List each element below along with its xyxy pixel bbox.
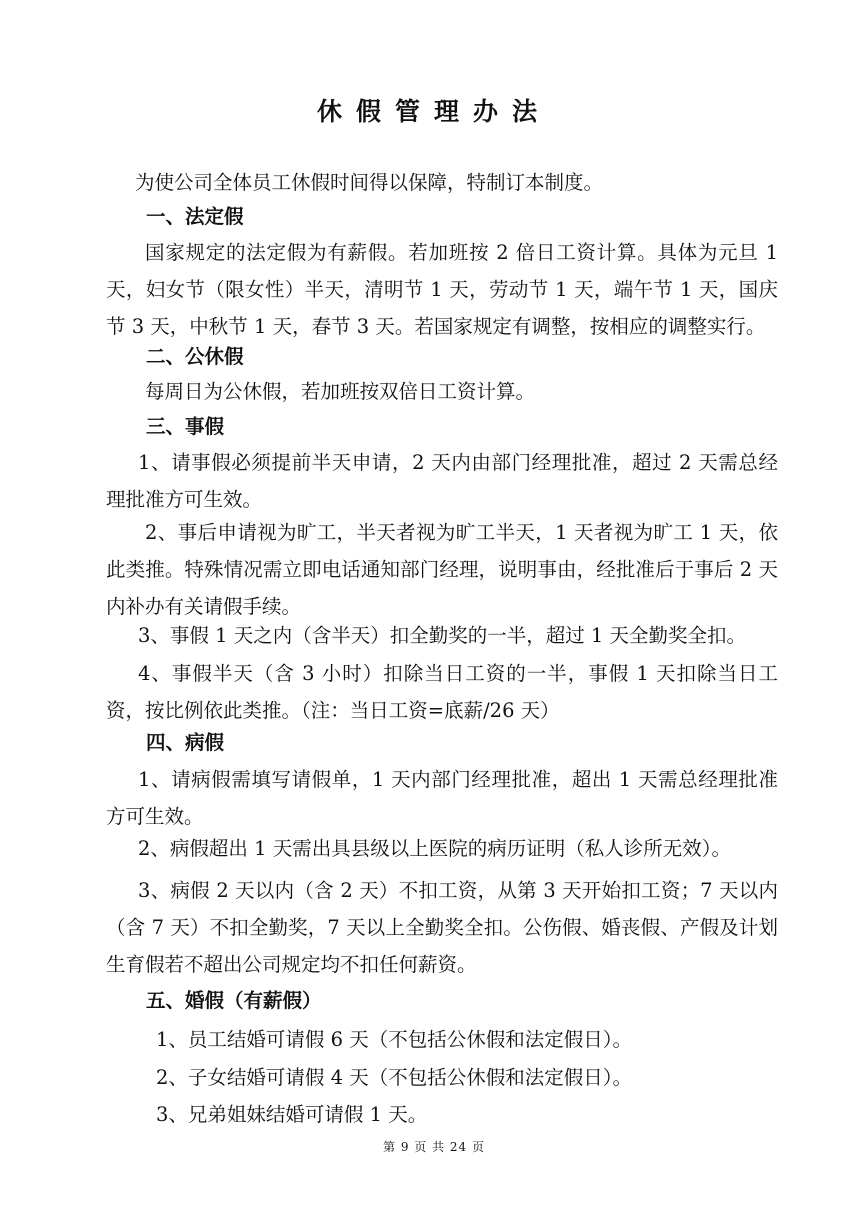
section-heading-public-rest-day: 二、公休假 [146, 345, 244, 368]
personal-leave-item-4: 4、事假半天（含 3 小时）扣除当日工资的一半，事假 1 天扣除当日工资，按比例依此类推。（注：当日工资=底薪/26 天） [106, 662, 778, 722]
page-number-footer: 第 9 页 共 24 页 [383, 1140, 485, 1154]
section-heading-personal-leave: 三、事假 [146, 415, 225, 438]
intro-text: 为使公司全体员工休假时间得以保障，特制订本制度。 [135, 171, 604, 194]
section-body-statutory-holiday: 国家规定的法定假为有薪假。若加班按 2 倍日工资计算。具体为元旦 1 天，妇女节（限女性）半天，清明节 1 天，劳动节 1 天，端午节 1 天，国庆节 3 天，中秋节 1 天，春节 3 天。若国家规定有调整，按相应的调整实行。 [106, 241, 778, 338]
marriage-leave-item-3: 3、兄弟姐妹结婚可请假 1 天。 [156, 1103, 428, 1126]
personal-leave-item-1: 1、请事假必须提前半天申请，2 天内由部门经理批准，超过 2 天需总经理批准方可生效。 [106, 451, 778, 511]
sick-leave-item-2: 2、病假超出 1 天需出具县级以上医院的病历证明（私人诊所无效）。 [138, 837, 731, 860]
page-title: 休假管理办法 [316, 97, 551, 126]
marriage-leave-item-2: 2、子女结婚可请假 4 天（不包括公休假和法定假日）。 [156, 1066, 632, 1089]
personal-leave-item-2: 2、事后申请视为旷工，半天者视为旷工半天，1 天者视为旷工 1 天，依此类推。特殊情况需立即电话通知部门经理，说明事由，经批准后于事后 2 天内补办有关请假手续。 [106, 521, 778, 618]
sick-leave-item-1: 1、请病假需填写请假单，1 天内部门经理批准，超出 1 天需总经理批准方可生效。 [106, 768, 778, 828]
section-heading-marriage-leave: 五、婚假（有薪假） [146, 989, 322, 1012]
section-heading-statutory-holiday: 一、法定假 [146, 205, 244, 228]
sick-leave-item-3: 3、病假 2 天以内（含 2 天）不扣工资，从第 3 天开始扣工资；7 天以内（含 7 天）不扣全勤奖，7 天以上全勤奖全扣。公伤假、婚丧假、产假及计划生育假若不超出公司规定均不扣任何薪资。 [106, 879, 778, 976]
marriage-leave-item-1: 1、员工结婚可请假 6 天（不包括公休假和法定假日）。 [156, 1028, 632, 1051]
personal-leave-item-3: 3、事假 1 天之内（含半天）扣全勤奖的一半，超过 1 天全勤奖全扣。 [138, 624, 747, 647]
section-heading-sick-leave: 四、病假 [146, 731, 225, 754]
section-body-public-rest-day: 每周日为公休假，若加班按双倍日工资计算。 [145, 380, 536, 403]
